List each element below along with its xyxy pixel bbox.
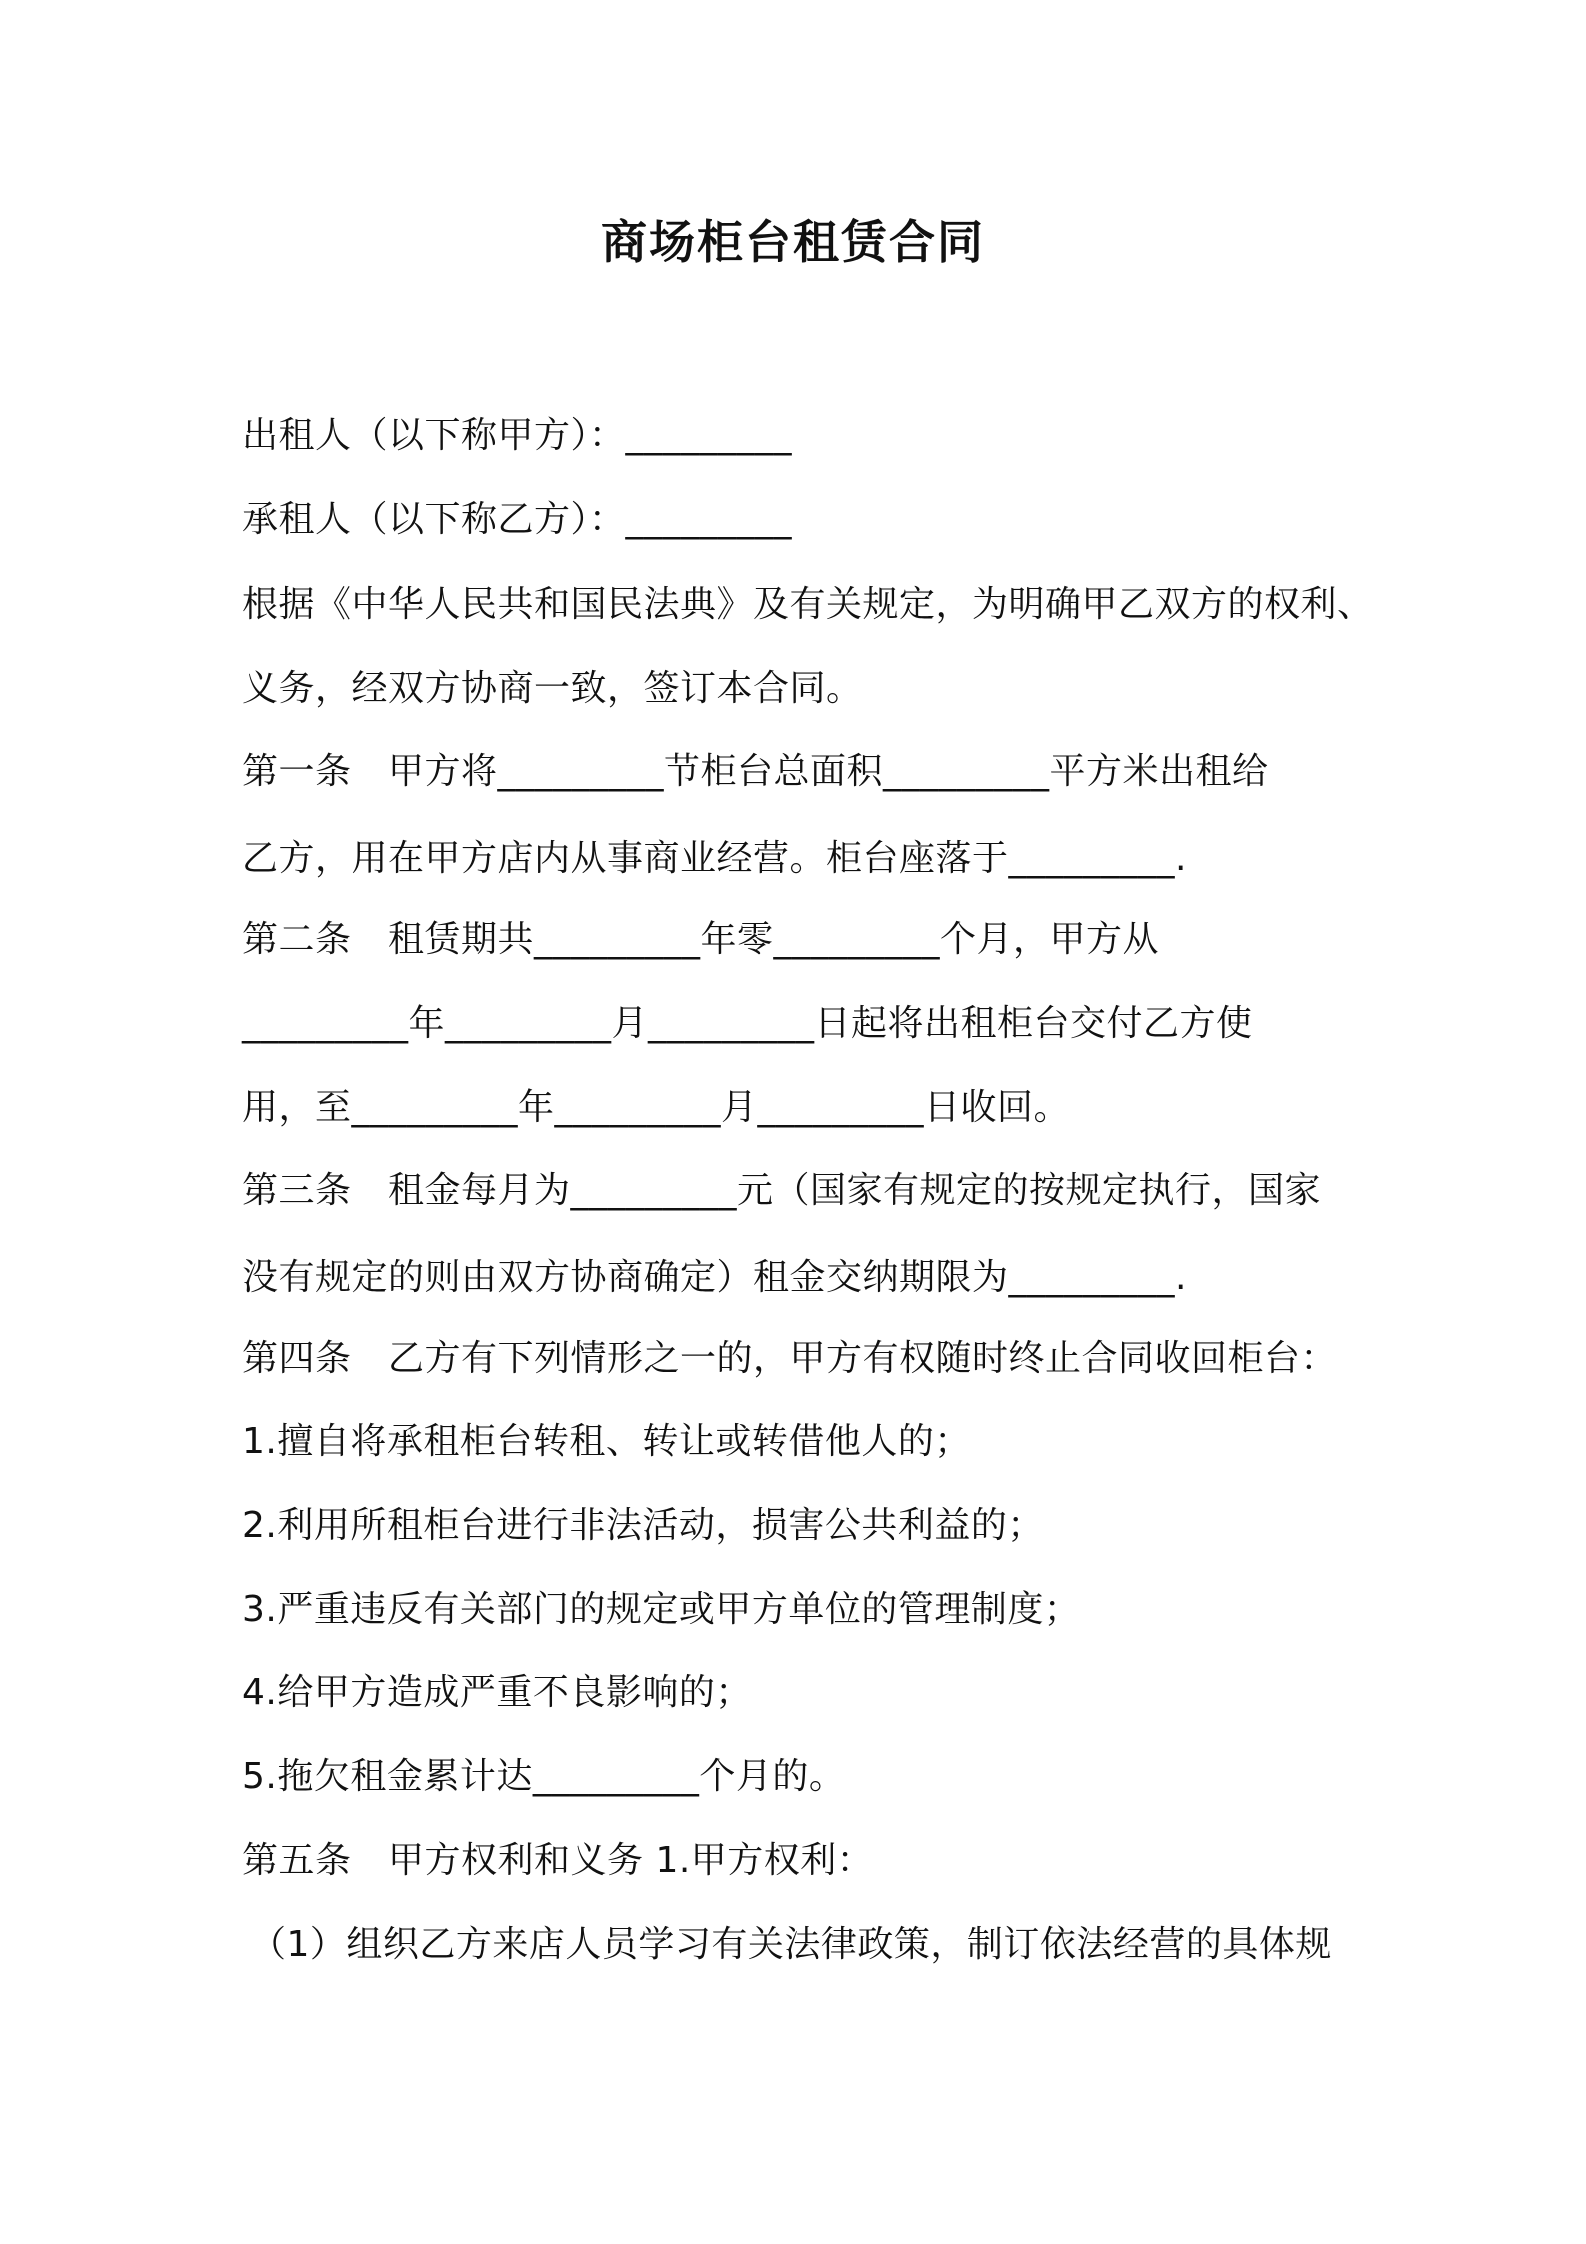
document-title: 商场柜台租赁合同 — [601, 215, 985, 269]
article-3-line-1: 第三条 租金每月为_________元（国家有规定的按规定执行，国家 — [242, 1170, 1322, 1211]
article-4-item-1: 1.擅自将承租柜台转租、转让或转借他人的； — [242, 1421, 971, 1462]
article-4-item-5: 5.拖欠租金累计达_________个月的。 — [242, 1756, 846, 1797]
article-1-line-2: 乙方，用在甲方店内从事商业经营。柜台座落于_________. — [242, 838, 1187, 879]
article-2-line-3: 用，至_________年_________月_________日收回。 — [242, 1087, 1071, 1128]
preamble-line-2: 义务，经双方协商一致，签订本合同。 — [242, 668, 863, 709]
article-4-item-2: 2.利用所租柜台进行非法活动，损害公共利益的； — [242, 1505, 1044, 1546]
article-2-line-2: _________年_________月_________日起将出租柜台交付乙方使 — [242, 1003, 1253, 1044]
article-4-item-4: 4.给甲方造成严重不良影响的； — [242, 1672, 752, 1713]
article-3-line-2: 没有规定的则由双方协商确定）租金交纳期限为_________. — [242, 1257, 1187, 1298]
article-4-item-3: 3.严重违反有关部门的规定或甲方单位的管理制度； — [242, 1589, 1081, 1630]
lessor-line: 出租人（以下称甲方）：_________ — [242, 415, 793, 456]
article-2-line-1: 第二条 租赁期共_________年零_________个月，甲方从 — [242, 919, 1160, 960]
article-4-line-1: 第四条 乙方有下列情形之一的，甲方有权随时终止合同收回柜台： — [242, 1338, 1338, 1379]
lessee-line: 承租人（以下称乙方）：_________ — [242, 499, 793, 540]
preamble-line-1: 根据《中华人民共和国民法典》及有关规定，为明确甲乙双方的权利、 — [242, 584, 1374, 625]
article-5-item-1: （1）组织乙方来店人员学习有关法律政策，制订依法经营的具体规 — [250, 1924, 1332, 1965]
article-1-line-1: 第一条 甲方将_________节柜台总面积_________平方米出租给 — [242, 751, 1269, 792]
article-5-line-1: 第五条 甲方权利和义务 1.甲方权利： — [242, 1840, 874, 1881]
